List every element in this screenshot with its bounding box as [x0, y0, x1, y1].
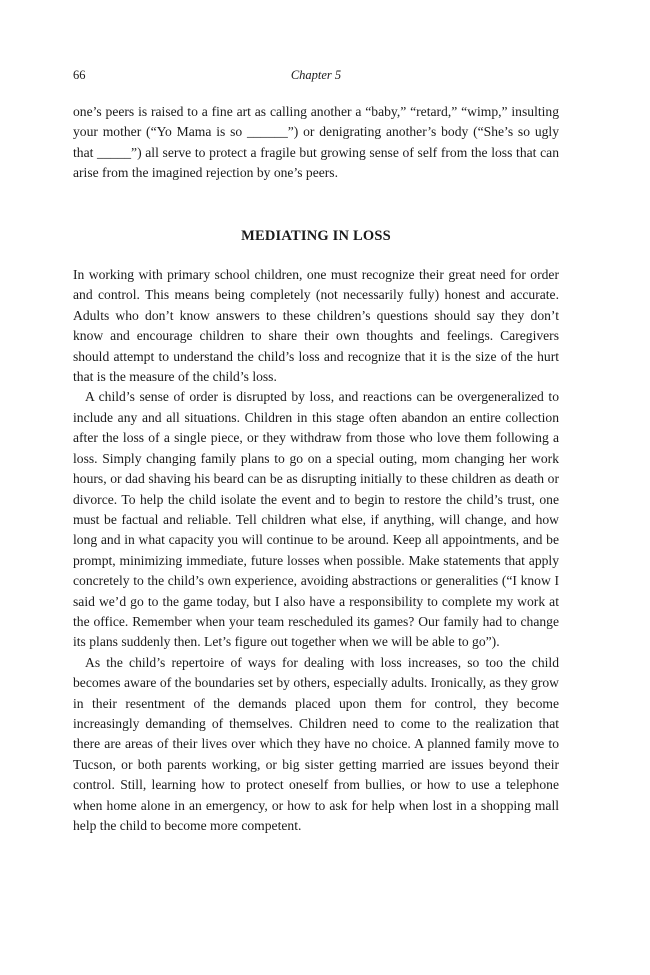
book-page — [73, 68, 559, 836]
paragraph-2: A child’s sense of order is disrupted by loss, and reactions can be overgeneralized to include any and all situations. Children in this stage often abandon an entire collection after the loss of a single piece, or they withdraw from those who love them following a loss. Simply changing family plans to go on a special outing, mom changing her work hours, or dad shaving his beard can be as disrupting initially to these children as death or divorce. To help the child isolate the event and to begin to restore the child’s trust, one must be factual and reliable. Tell children what else, if anything, will change, and how long and in what capacity you will continue to be around. Keep all appointments, and be prompt, minimizing immediate, future losses when possible. Make statements that apply concretely to the child’s own experience, avoiding abstractions or generalities (“I know I said we’d go to the game today, but I also have a responsibility to complete my work at the office. Remember when your team rescheduled its games? Our family had to change its plans suddenly then. Let’s figure out together when we will be able to go”). — [73, 389, 559, 650]
paragraph-3: As the child’s repertoire of ways for dealing with loss increases, so too the child becomes aware of the boundaries set by others, especially adults. Ironically, as they grow in their resentment of the demands placed upon them for control, they become increasingly demanding of themselves. Children need to come to the realization that there are areas of their lives over which they have no choice. A planned family move to Tucson, or both parents working, or big sister getting married are issues beyond their control. Still, learning how to protect oneself from bullies, or how to use a telephone when home alone in an emergency, or how to ask for help when lost in a shopping mall help the child to become more competent. — [73, 654, 559, 833]
section-heading: MEDIATING IN LOSS — [241, 227, 391, 244]
body-text — [73, 102, 559, 836]
page-number: 66 — [73, 68, 86, 82]
paragraph-1: In working with primary school children, one must recognize their great need for order and control. This means being completely (not necessarily fully) honest and accurate. Adults who don’t know answers to these children’s questions should say they don’t know and encourage children to share their own thoughts and feelings. Caregivers should attempt to understand the child’s loss and recognize that it is the size of the hurt that is the measure of the child’s loss. — [73, 267, 559, 385]
chapter-label: Chapter 5 — [290, 68, 342, 82]
running-head — [73, 68, 559, 90]
continued-paragraph: one’s peers is raised to a fine art as calling another a “baby,” “retard,” “wimp,” insulting your mother (“Yo Mama is so ______”) or denigrating another’s body (“She’s so ugly that _____”) all serve to protect a fragile but growing sense of self from the loss that can arise from the imagined rejection by one’s peers. — [73, 104, 559, 181]
